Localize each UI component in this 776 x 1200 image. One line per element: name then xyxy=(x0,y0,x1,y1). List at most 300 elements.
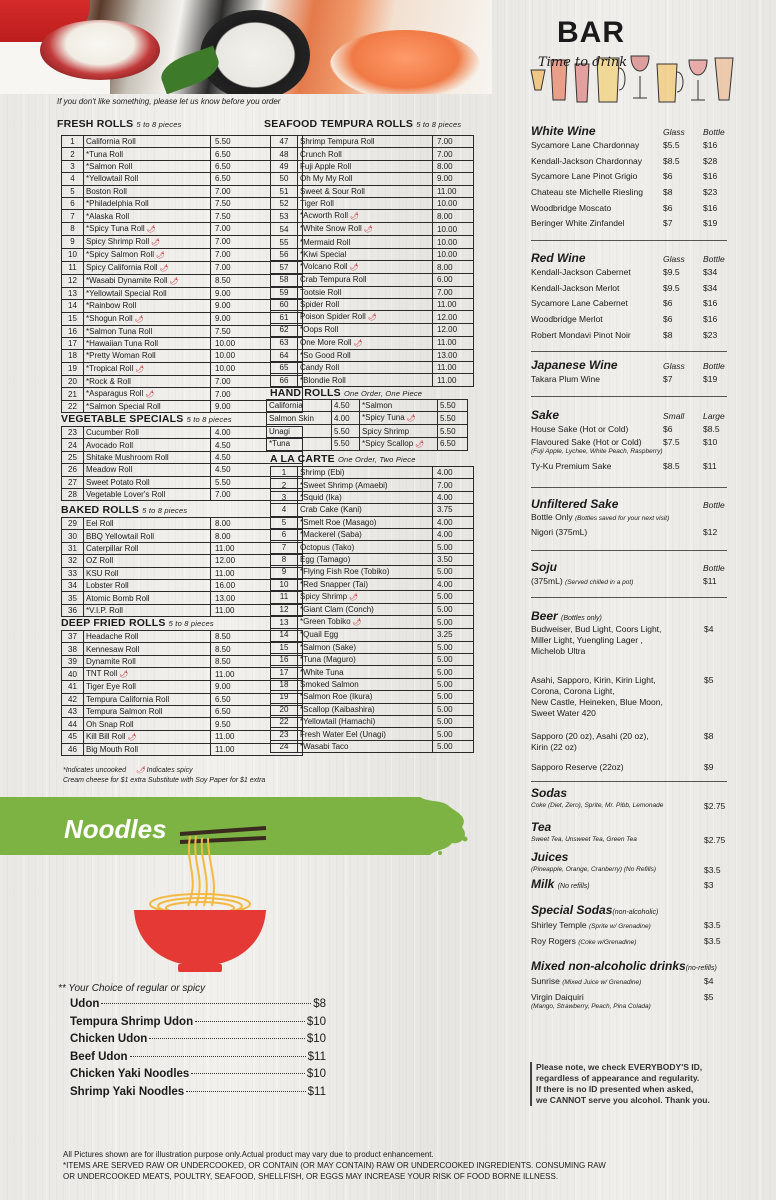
white-wine-title: White Wine xyxy=(531,124,596,138)
item-price: 11.00 xyxy=(433,336,474,349)
noodle-bowl-icon xyxy=(130,826,270,976)
item-price: 3.25 xyxy=(433,629,474,641)
menu-row xyxy=(271,629,474,641)
menu-row xyxy=(62,235,303,248)
item-price: 4.00 xyxy=(433,467,474,479)
chili-icon: 🌶 xyxy=(353,339,363,347)
beer-line: Budweiser, Bud Light, Coors Light, xyxy=(531,624,662,634)
item-number: 3 xyxy=(271,491,298,503)
beer-line: Sapporo (20 oz), Asahi (20 oz), xyxy=(531,731,649,741)
item-name xyxy=(298,553,433,565)
menu-row xyxy=(62,210,303,222)
item-price: 11.00 xyxy=(433,298,474,310)
noodle-item xyxy=(70,998,326,1010)
item-name xyxy=(84,705,211,717)
item-name-text: Spider Roll xyxy=(300,300,340,310)
menu-row xyxy=(62,375,303,387)
item-number: 49 xyxy=(271,160,298,172)
unfiltered-sake-title: Unfiltered Sake xyxy=(531,497,619,511)
menu-row xyxy=(271,160,474,172)
drink-price-small: $6 xyxy=(663,298,673,309)
item-name xyxy=(84,592,211,604)
special-sodas-title: Special Sodas xyxy=(531,903,613,917)
noodle-name: Udon xyxy=(70,998,100,1010)
dot-leader xyxy=(186,1091,305,1092)
legend: *Indicates uncooked 🌶 Indicates spicy Cream cheese for $1 extra Substitute with Soy Paper for $1 extra xyxy=(63,767,266,784)
item-number: 55 xyxy=(271,236,298,248)
drink-price-large: $34 xyxy=(703,282,718,293)
menu-row xyxy=(271,148,474,160)
menu-row xyxy=(271,349,474,361)
item-name xyxy=(298,678,433,690)
item-price: 5.00 xyxy=(433,541,474,553)
item-name xyxy=(84,604,211,616)
beer-title: Beer xyxy=(531,609,558,623)
item-price: 11.00 xyxy=(433,374,474,386)
item-name-text: Crab Tempura Roll xyxy=(300,275,367,285)
item-number: 7 xyxy=(271,541,298,553)
item-price: 11.00 xyxy=(433,362,474,374)
item-name-text: Oh My My Roll xyxy=(300,174,353,184)
item-price: 10.00 xyxy=(433,248,474,260)
item-name xyxy=(84,222,211,235)
item-number: 8 xyxy=(62,222,84,235)
divider xyxy=(531,396,727,397)
item-name-text: *Giant Clam (Conch) xyxy=(300,605,374,615)
hand-rolls-title: HAND ROLLS One Order, One Piece xyxy=(270,387,423,399)
divider xyxy=(531,240,727,241)
item-price: 5.50 xyxy=(211,136,303,148)
item-price: 5.00 xyxy=(433,641,474,653)
seafood-tempura-table xyxy=(270,135,474,387)
item-name xyxy=(298,160,433,172)
chili-icon: 🌶 xyxy=(159,264,169,272)
menu-row xyxy=(62,173,303,185)
item-name-text: Avocado Roll xyxy=(86,440,133,450)
item-name-text: *Tuna (Maguro) xyxy=(300,655,356,665)
item-number: 42 xyxy=(62,693,84,705)
item-name: *Tuna xyxy=(267,437,332,450)
item-number: 22 xyxy=(62,401,84,413)
item-name xyxy=(298,528,433,540)
item-number: 66 xyxy=(271,374,298,386)
menu-row xyxy=(271,467,474,479)
chili-icon: 🌶 xyxy=(349,593,359,601)
dot-leader xyxy=(101,1003,311,1004)
item-number: 41 xyxy=(62,681,84,693)
menu-row xyxy=(62,730,303,743)
item-name xyxy=(84,451,211,463)
item-name xyxy=(298,311,433,324)
footer-disclaimer: All Pictures shown are for illustration purpose only.Actual product may vary due to product enhancement. *ITEMS ARE SERVED RAW OR UNDERCOOKED, OR CONTAIN (OR MAY CONTAIN) RAW OR UNDERCOOKED INGREDIENTS. CONSUMING RAW OR UNDERCOOKED MEATS, POULTRY, SEAFOOD, SHELLFISH, OR EGGS MAY INCREASE YOUR RISK OF FOOD BORNE ILLNESS. xyxy=(63,1150,606,1181)
item-number: 32 xyxy=(62,555,84,567)
menu-row xyxy=(62,160,303,172)
drink-price-small: $9.5 xyxy=(663,282,680,293)
menu-row xyxy=(271,362,474,374)
tea-title: Tea xyxy=(531,820,552,834)
item-name xyxy=(84,718,211,730)
menu-row xyxy=(271,541,474,553)
item-name-text: *Smelt Roe (Masago) xyxy=(300,517,377,527)
item-name xyxy=(298,336,433,349)
menu-row xyxy=(271,197,474,209)
item-name-text: *Philadelphia Roll xyxy=(86,199,149,209)
item-name xyxy=(84,655,211,667)
item-name-text: Poison Spider Roll xyxy=(300,312,366,322)
drink-name: Chateau ste Michelle Riesling xyxy=(531,187,643,198)
item-name xyxy=(84,567,211,579)
item-name-text: Spicy Shrimp xyxy=(362,426,410,436)
menu-row xyxy=(271,274,474,286)
menu-row xyxy=(62,592,303,604)
item-name xyxy=(298,629,433,641)
item-price: 7.00 xyxy=(211,261,303,274)
bottle-label: Bottle xyxy=(703,361,725,371)
item-name xyxy=(84,427,211,439)
item-name xyxy=(84,643,211,655)
drink-name: Woodbridge Moscato xyxy=(531,202,612,213)
item-name-text: *Spicy Tuna Roll xyxy=(86,223,145,233)
item-name xyxy=(298,197,433,209)
noodle-item xyxy=(70,1033,326,1045)
menu-row xyxy=(62,222,303,235)
menu-row xyxy=(271,491,474,503)
drink-row xyxy=(531,328,727,344)
item-number: 31 xyxy=(62,542,84,554)
drink-row xyxy=(531,169,727,185)
item-price: 9.00 xyxy=(211,312,303,325)
drink-price-large: $16 xyxy=(703,314,718,325)
divider xyxy=(531,487,727,488)
item-price: 5.50 xyxy=(332,425,360,437)
item-name-text: KSU Roll xyxy=(86,568,119,578)
beer-group xyxy=(531,624,727,657)
item-price: 7.50 xyxy=(211,210,303,222)
item-name-text: Crunch Roll xyxy=(300,149,342,159)
item-number: 52 xyxy=(271,197,298,209)
drink-name-text: Sunrise xyxy=(531,976,560,986)
beer-line: Asahi, Sapporo, Kirin, Kirin Light, xyxy=(531,675,656,685)
hand-roll-row xyxy=(267,437,468,450)
item-number: 5 xyxy=(62,185,84,197)
item-price: 10.00 xyxy=(433,236,474,248)
menu-row xyxy=(62,643,303,655)
item-price: 12.00 xyxy=(433,311,474,324)
item-name-text: *Quail Egg xyxy=(300,630,339,640)
item-name xyxy=(84,235,211,248)
item-name-text: Smoked Salmon xyxy=(300,680,359,690)
drink-row xyxy=(531,296,727,312)
menu-row xyxy=(62,681,303,693)
beer-line: Sweet Water 420 xyxy=(531,708,596,718)
item-price: 6.50 xyxy=(211,148,303,160)
item-price: 4.00 xyxy=(433,528,474,540)
menu-row xyxy=(271,504,474,516)
item-name-text: Fresh Water Eel (Unagi) xyxy=(300,729,386,739)
item-name-text: Tiger Roll xyxy=(300,199,334,209)
item-name-text: *V.I.P. Roll xyxy=(86,605,123,615)
item-name xyxy=(298,616,433,629)
unfiltered-sake-section: Unfiltered Sake Bottle Bottle Only (Bottles saved for your next visit) Nigori (375mL) $12 xyxy=(531,497,727,541)
bottle-label: Bottle xyxy=(703,127,725,137)
item-number: 62 xyxy=(271,324,298,336)
menu-row xyxy=(271,590,474,603)
item-price: 11.00 xyxy=(211,743,303,755)
item-name xyxy=(84,362,211,375)
item-name-text: One More Roll xyxy=(300,337,352,347)
chili-icon: 🌶 xyxy=(151,238,161,246)
item-number: 48 xyxy=(271,148,298,160)
item-number: 64 xyxy=(271,349,298,361)
item-price: 6.50 xyxy=(211,160,303,172)
item-name xyxy=(298,603,433,615)
item-name xyxy=(298,374,433,386)
drink-name: Kendall-Jackson Cabernet xyxy=(531,267,631,277)
drink-price-small: $6 xyxy=(663,202,673,213)
item-name xyxy=(298,236,433,248)
menu-row xyxy=(62,300,303,312)
item-name-text: Tempura California Roll xyxy=(86,694,170,704)
item-name-text: *Yellowtail Special Roll xyxy=(86,288,167,298)
item-number: 38 xyxy=(62,643,84,655)
baked-rolls-table xyxy=(61,517,303,617)
beer-price: $4 xyxy=(704,624,714,634)
item-number: 13 xyxy=(62,287,84,299)
noodle-name: Tempura Shrimp Udon xyxy=(70,1015,194,1028)
drink-price-small: $5.5 xyxy=(663,140,680,150)
item-number: 16 xyxy=(271,654,298,666)
item-price: 6.00 xyxy=(433,274,474,286)
milk-title: Milk xyxy=(531,877,555,891)
item-price: 5.00 xyxy=(433,703,474,715)
item-name-text: Tootsie Roll xyxy=(300,287,342,297)
menu-row xyxy=(271,666,474,678)
drink-row xyxy=(531,312,727,328)
hand-roll-row xyxy=(267,400,468,412)
item-number: 60 xyxy=(271,298,298,310)
item-name xyxy=(84,693,211,705)
item-name-text: *Mackerel (Saba) xyxy=(300,530,362,540)
large-label: Large xyxy=(703,411,725,421)
item-number: 30 xyxy=(62,530,84,542)
noodle-name: Shrimp Yaki Noodles xyxy=(70,1085,185,1098)
item-name xyxy=(84,579,211,591)
item-price: 4.50 xyxy=(211,451,303,463)
vegetable-specials-title: VEGETABLE SPECIALS 5 to 8 pieces xyxy=(61,413,232,425)
menu-row xyxy=(271,286,474,298)
item-number: 61 xyxy=(271,311,298,324)
item-name xyxy=(84,464,211,476)
hand-roll-row xyxy=(267,412,468,425)
item-number: 7 xyxy=(62,210,84,222)
chili-icon: 🌶 xyxy=(349,264,359,272)
item-name-text: *Tropical Roll xyxy=(86,363,134,373)
deep-fried-rolls-table xyxy=(61,630,303,756)
a-la-carte-title: A LA CARTE One Order, Two Piece xyxy=(270,453,416,465)
item-name xyxy=(298,504,433,516)
item-name-text: *Alaska Roll xyxy=(86,211,130,221)
item-number: 14 xyxy=(271,629,298,641)
drink-price-small: $7 xyxy=(663,374,673,384)
sake-row: Ty-Ku Premium Sake $8.5 $11 xyxy=(531,461,717,471)
item-name xyxy=(84,197,211,209)
drink-note: (Coke w/Grenadine) xyxy=(578,939,637,946)
item-name xyxy=(84,681,211,693)
item-number: 13 xyxy=(271,616,298,629)
drink-price-small: $8 xyxy=(663,187,673,198)
item-price: 8.50 xyxy=(211,274,303,287)
fresh-rolls-table xyxy=(61,135,303,413)
drink-price-large: $19 xyxy=(703,218,718,229)
item-number: 8 xyxy=(271,553,298,565)
item-name xyxy=(84,375,211,387)
menu-row xyxy=(62,530,303,542)
item-price: 9.00 xyxy=(433,173,474,185)
item-name xyxy=(298,210,433,223)
item-price: 5.00 xyxy=(433,590,474,603)
item-name xyxy=(84,401,211,413)
item-name xyxy=(298,691,433,703)
item-name xyxy=(84,287,211,299)
item-name xyxy=(298,349,433,361)
item-price: 4.50 xyxy=(332,400,360,412)
item-name xyxy=(298,148,433,160)
drink-name: Sycamore Lane Chardonnay xyxy=(531,140,640,150)
glass-label: Glass xyxy=(663,127,685,137)
item-number: 15 xyxy=(62,312,84,325)
item-price: 5.00 xyxy=(433,691,474,703)
item-number: 12 xyxy=(62,274,84,287)
drink-price-large: $16 xyxy=(703,298,718,309)
item-name-text: Lobster Roll xyxy=(86,581,129,591)
item-number: 50 xyxy=(271,173,298,185)
item-price: 5.50 xyxy=(211,476,303,488)
item-price: 11.00 xyxy=(211,542,303,554)
drink-price-large: $23 xyxy=(703,329,718,340)
drink-name-text: Roy Rogers xyxy=(531,936,576,946)
chili-icon: 🌶 xyxy=(127,733,137,741)
item-name xyxy=(298,740,433,752)
chili-icon: 🌶 xyxy=(156,251,165,259)
item-price: 6.50 xyxy=(211,705,303,717)
item-number: 10 xyxy=(271,578,298,590)
item-name-text: *Mermaid Roll xyxy=(300,237,351,247)
item-price: 9.50 xyxy=(211,718,303,730)
special-sodas-section: Special Sodas(non-alcoholic) Shirley Temple (Sprite w/ Grenadine) $3.5 Roy Rogers (Coke w/Grenadine) $3.5 xyxy=(531,903,727,949)
sake-title: Sake xyxy=(531,408,560,422)
sodas-title: Sodas xyxy=(531,786,568,800)
item-name-text: *Oops Roll xyxy=(300,325,339,335)
menu-row xyxy=(62,518,303,530)
item-price: 12.00 xyxy=(433,324,474,336)
item-number: 34 xyxy=(62,579,84,591)
item-price: 7.00 xyxy=(211,222,303,235)
menu-row xyxy=(271,336,474,349)
mixed-drinks-title: Mixed non-alcoholic drinks xyxy=(531,959,686,973)
menu-row xyxy=(271,553,474,565)
item-name-text: *White Tuna xyxy=(300,667,344,677)
item-name xyxy=(84,148,211,160)
item-name: Salmon Skin xyxy=(267,412,332,425)
item-name-text: *Salmon xyxy=(362,401,393,411)
item-price: 7.00 xyxy=(433,286,474,298)
menu-row xyxy=(271,528,474,540)
soju-title: Soju xyxy=(531,560,557,574)
drink-row xyxy=(531,201,727,217)
drink-price-small: $8.5 xyxy=(663,155,680,166)
glass-label: Glass xyxy=(663,361,685,371)
item-price: 10.00 xyxy=(211,350,303,362)
item-name-text: *Kiwi Special xyxy=(300,249,347,259)
menu-row xyxy=(62,148,303,160)
chili-icon: 🌶 xyxy=(145,391,155,399)
item-name-text: *Spicy Tuna xyxy=(362,413,405,423)
item-number: 45 xyxy=(62,730,84,743)
item-name xyxy=(84,312,211,325)
item-name xyxy=(298,286,433,298)
item-name xyxy=(298,516,433,528)
item-name-text: Atomic Bomb Roll xyxy=(86,593,150,603)
item-price: 11.00 xyxy=(211,604,303,616)
menu-row xyxy=(62,743,303,755)
item-name xyxy=(84,476,211,488)
item-price: 5.00 xyxy=(433,566,474,578)
beer-line: New Castle, Heineken, Blue Moon, xyxy=(531,697,663,707)
item-number: 26 xyxy=(62,464,84,476)
dot-leader xyxy=(130,1056,306,1057)
drink-price-large: $16 xyxy=(703,202,718,213)
noodle-item xyxy=(70,1068,326,1080)
item-name-text: *Flying Fish Roe (Tobiko) xyxy=(300,567,390,577)
item-name xyxy=(298,716,433,728)
menu-row xyxy=(62,185,303,197)
menu-row xyxy=(62,197,303,209)
item-number: 16 xyxy=(62,325,84,337)
item-name-text: Kennesaw Roll xyxy=(86,644,140,654)
divider xyxy=(531,550,727,551)
item-number: 18 xyxy=(62,350,84,362)
noodle-price: $10 xyxy=(306,1068,326,1080)
item-price: 11.00 xyxy=(433,185,474,197)
item-name-text: OZ Roll xyxy=(86,556,114,566)
noodle-name: Chicken Yaki Noodles xyxy=(70,1068,190,1080)
menu-row xyxy=(271,248,474,260)
item-name-text: *Shogun Roll xyxy=(86,313,133,323)
item-name-text: Vegetable Lover's Roll xyxy=(86,490,166,500)
item-name: California xyxy=(267,400,332,412)
item-price: 7.50 xyxy=(211,197,303,209)
item-price: 7.00 xyxy=(211,235,303,248)
deep-fried-rolls-title: DEEP FRIED ROLLS 5 to 8 pieces xyxy=(61,617,214,629)
beer-line: Corona, Corona Light, xyxy=(531,686,615,696)
drink-row xyxy=(531,989,741,1005)
chili-icon: 🌶 xyxy=(350,213,359,221)
item-name-text: *Scallop (Kaibashira) xyxy=(300,704,375,714)
item-name-text: Candy Roll xyxy=(300,363,340,373)
milk-section: Milk (No refills) $3 xyxy=(531,877,714,891)
item-price: 6.50 xyxy=(438,437,468,450)
drink-price-large: $16 xyxy=(703,140,718,150)
drink-price-small: $9.5 xyxy=(663,267,680,277)
item-price: 7.00 xyxy=(211,185,303,197)
item-price: 8.00 xyxy=(433,261,474,274)
menu-row xyxy=(271,210,474,223)
daiquiri-flavours: (Mango, Strawberry, Peach, Pina Colada) xyxy=(531,1003,651,1010)
item-name xyxy=(298,541,433,553)
item-name xyxy=(84,530,211,542)
item-number: 2 xyxy=(271,479,298,491)
noodle-price: $8 xyxy=(313,998,326,1010)
